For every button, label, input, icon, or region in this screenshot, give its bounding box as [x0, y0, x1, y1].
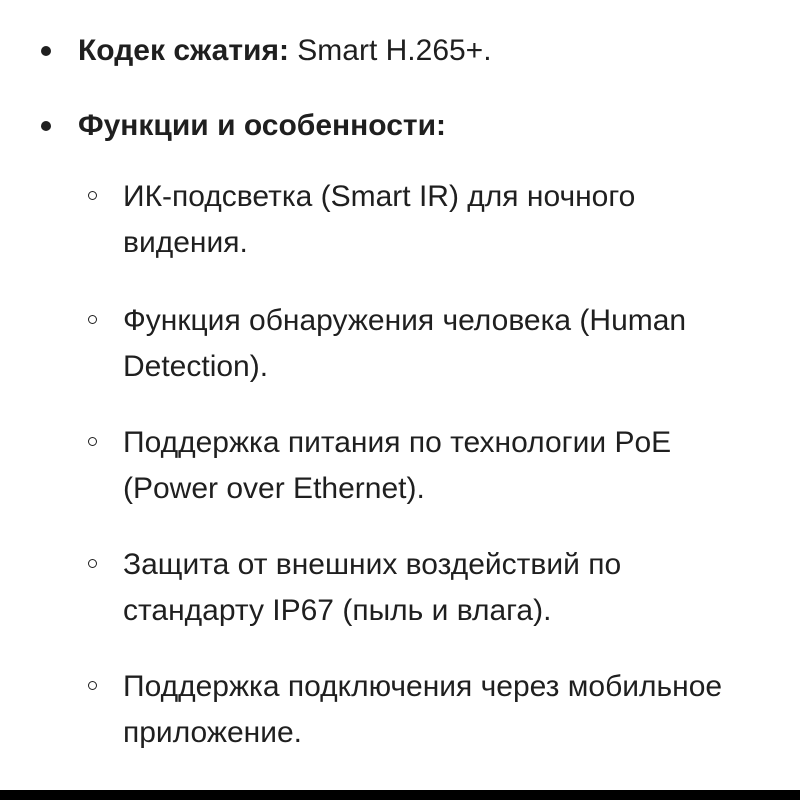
- bullet-circle-icon: [88, 437, 97, 446]
- bottom-bar: [0, 790, 800, 800]
- sub-list-item-text: Защита от внешних воздействий по стандарту IP67 (пыль и влага).: [123, 548, 622, 627]
- list-item-text: [78, 31, 492, 71]
- list-item-value: Smart H.265+.: [288, 34, 492, 67]
- list-item-label: Кодек сжатия:: [78, 34, 289, 67]
- bullet-circle-icon: [88, 315, 97, 324]
- bullet-disc-icon: [41, 121, 51, 131]
- bullet-disc-icon: [41, 46, 51, 56]
- bullet-circle-icon: [88, 191, 97, 200]
- bullet-circle-icon: [88, 681, 97, 690]
- list-item-label: Функции и особенности:: [78, 109, 446, 142]
- sub-list-item-text: Поддержка питания по технологии PoE (Power over Ethernet).: [123, 426, 672, 505]
- bullet-circle-icon: [88, 559, 97, 568]
- sub-list-item-text: Поддержка подключения через мобильное приложение.: [123, 670, 723, 749]
- sub-list-item-text: ИК-подсветка (Smart IR) для ночного видения.: [123, 180, 636, 259]
- sub-list-item-text: Функция обнаружения человека (Human Detection).: [123, 304, 687, 383]
